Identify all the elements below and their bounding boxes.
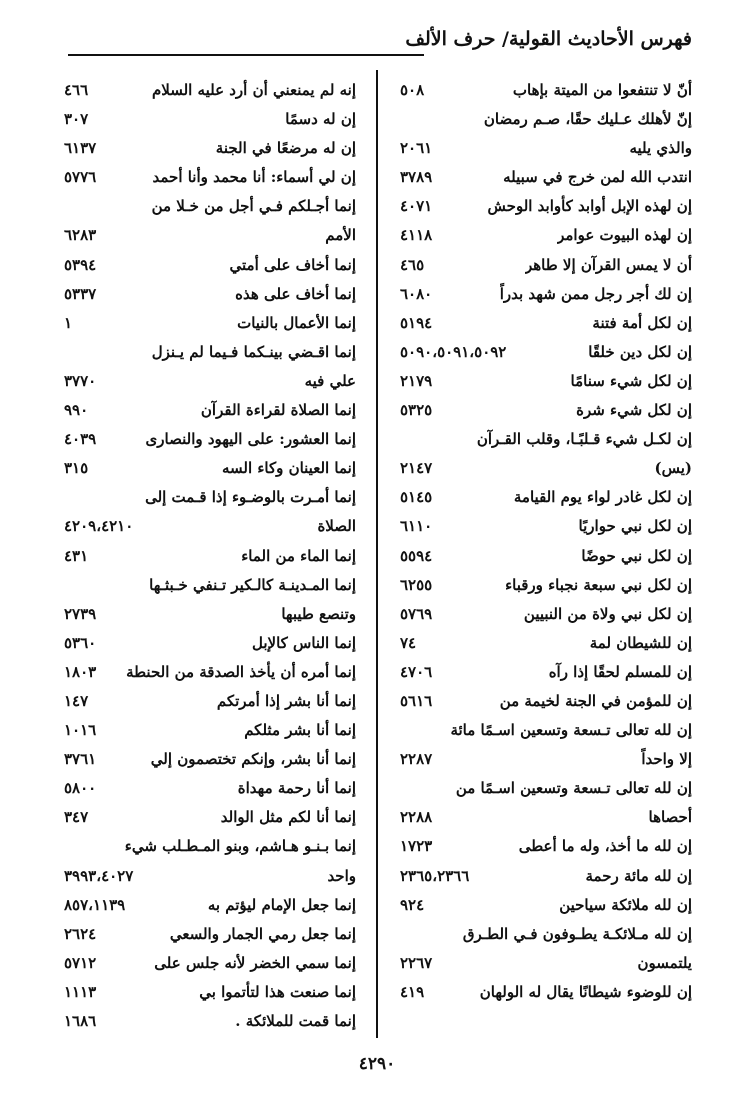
index-entry xyxy=(64,920,356,949)
index-entry xyxy=(400,658,692,687)
entry-number: ٥٣٦٠ xyxy=(64,633,97,652)
entry-text: إنما صنعت هذا لتأتموا بي xyxy=(199,982,356,1001)
index-entry xyxy=(64,658,356,687)
entry-number: ٩٢٤ xyxy=(400,895,425,914)
entry-text: إنما أخاف على هذه xyxy=(235,284,356,303)
entry-number: ٢٢٨٨ xyxy=(400,808,433,827)
entry-number: ٢٦٢٤ xyxy=(64,924,97,943)
index-entry xyxy=(64,891,356,920)
entry-text: إلا واحداً xyxy=(641,750,692,769)
entry-text: إن للشيطان لمة xyxy=(589,633,692,652)
index-entry xyxy=(400,629,692,658)
entry-text: يلتمسون xyxy=(637,953,692,972)
entry-number: ١٨٠٣ xyxy=(64,662,97,681)
entry-number: ٢١٤٧ xyxy=(400,459,433,478)
index-entry xyxy=(400,571,692,600)
index-entry xyxy=(64,280,356,309)
entry-text: إنما بـنـو هـاشم، وبنو المـطـلب شيء xyxy=(124,837,356,856)
index-entry xyxy=(64,629,356,658)
entry-number: ٢٧٣٩ xyxy=(64,604,97,623)
index-entry xyxy=(64,367,356,396)
index-entry xyxy=(64,338,356,367)
entry-text: إن لكل شيء شرة xyxy=(576,401,692,420)
entry-text: إنما أجـلكم فـي أجل من خـلا من xyxy=(151,197,356,216)
entry-text: (يس) xyxy=(654,459,692,478)
entry-text: إنما أمـرت بالوضـوء إذا قـمت إلى xyxy=(145,488,356,507)
index-entry xyxy=(400,454,692,483)
index-entry xyxy=(400,338,692,367)
entry-text: والذي يليه xyxy=(629,139,692,158)
entry-text: إن لله ما أخذ، وله ما أعطى xyxy=(518,837,692,856)
index-entry xyxy=(400,425,692,454)
entry-text: إن للوضوء شيطانًا يقال له الولهان xyxy=(479,982,692,1001)
index-entry xyxy=(64,716,356,745)
column-divider xyxy=(376,70,378,1038)
right-column xyxy=(400,76,692,1007)
entry-number: ٣٠٧ xyxy=(64,110,89,129)
index-entry xyxy=(64,571,356,600)
entry-number: ١٤٧ xyxy=(64,691,89,710)
entry-text: إن لكل غادر لواء يوم القيامة xyxy=(513,488,692,507)
index-entry xyxy=(64,76,356,105)
index-entry xyxy=(64,512,356,541)
index-entry xyxy=(64,949,356,978)
index-entry xyxy=(400,105,692,134)
index-entry xyxy=(400,716,692,745)
entry-number: ٥٥٩٤ xyxy=(400,546,433,565)
entry-text: إنما أخاف على أمتي xyxy=(229,255,356,274)
entry-text: إن له دسمًا xyxy=(285,110,356,129)
entry-text: إن لله ملائكة سياحين xyxy=(559,895,692,914)
index-entry xyxy=(64,134,356,163)
entry-number: ٥٠٩٠،٥٠٩١،٥٠٩٢ xyxy=(400,342,507,361)
entry-text: إنما قمت للملائكة . xyxy=(235,1012,356,1030)
index-entry xyxy=(400,687,692,716)
index-entry xyxy=(64,454,356,483)
index-entry xyxy=(64,978,356,1007)
entry-text: واحد xyxy=(327,866,356,885)
entry-text: إن لكل نبي سبعة نجباء ورقباء xyxy=(505,575,692,594)
index-entry xyxy=(64,832,356,861)
index-entry xyxy=(400,76,692,105)
entry-text: إنما جعل الإمام ليؤتم به xyxy=(207,895,356,914)
entry-text: وتنصع طيبها xyxy=(281,604,356,623)
entry-number: ١ xyxy=(64,313,73,332)
entry-number: ٩٩٠ xyxy=(64,401,89,420)
entry-number: ٥٦١٦ xyxy=(400,691,433,710)
index-entry xyxy=(400,949,692,978)
entry-number: ٤٢٠٩،٤٢١٠ xyxy=(64,517,134,536)
index-entry xyxy=(400,891,692,920)
entry-number: ١٦٨٦ xyxy=(64,1012,97,1030)
entry-text: إن لي أسماء: أنا محمد وأنا أحمد xyxy=(152,168,356,187)
entry-text: إن لله مـلائكـة يطـوفون فـي الطـرق xyxy=(462,924,692,943)
index-entry xyxy=(64,542,356,571)
index-entry xyxy=(400,221,692,250)
index-entry xyxy=(400,542,692,571)
entry-number: ٣٧٨٩ xyxy=(400,168,433,187)
index-entry xyxy=(400,396,692,425)
index-entry xyxy=(64,221,356,250)
page-number: ٤٢٩٠ xyxy=(358,1054,396,1074)
entry-text: انتدب الله لمن خرج في سبيله xyxy=(503,168,692,187)
entry-text: إنما أمره أن يأخذ الصدقة من الحنطة xyxy=(126,662,356,681)
entry-text: الأمم xyxy=(325,226,356,245)
entry-number: ٥٣٣٧ xyxy=(64,284,97,303)
entry-number: ٥٣٢٥ xyxy=(400,401,433,420)
entry-text: إن لهذه الإبل أوابد كأوابد الوحش xyxy=(487,197,692,216)
entry-text: أنّ لا تنتفعوا من الميتة بإهاب xyxy=(512,81,692,99)
index-entry xyxy=(64,862,356,891)
entry-number: ٢٠٦١ xyxy=(400,139,433,158)
entry-text: إنما الناس كالإبل xyxy=(252,633,356,652)
entry-text: إن لكل دين خلقًا xyxy=(588,342,692,361)
entry-text: إن لكل نبي حوضًا xyxy=(581,546,692,565)
entry-number: ٦٢٥٥ xyxy=(400,575,433,594)
entry-text: إن لله مائة رحمة xyxy=(585,866,692,885)
entry-text: إنما الأعمال بالنيات xyxy=(237,313,356,332)
page-title: فهرس الأحاديث القولية/ حرف الألف xyxy=(405,28,692,50)
entry-text: إنما العينان وكاء السه xyxy=(221,459,356,478)
entry-text: إن لكل نبي حواريًا xyxy=(578,517,692,536)
entry-number: ٢١٧٩ xyxy=(400,371,433,390)
index-entry xyxy=(64,774,356,803)
entry-number: ٥٨٠٠ xyxy=(64,779,97,798)
entry-text: إنما سمي الخضر لأنه جلس على xyxy=(154,953,356,972)
entry-text: إنما الماء من الماء xyxy=(241,546,356,565)
entry-text: أحصاها xyxy=(648,808,692,827)
entry-text: إن لك أجر رجل ممن شهد بدراً xyxy=(499,284,692,303)
entry-text: إنه لم يمنعني أن أرد عليه السلام xyxy=(151,81,356,99)
entry-text: إنما أنا بشر مثلكم xyxy=(244,721,356,740)
index-entry xyxy=(64,105,356,134)
index-entry xyxy=(64,687,356,716)
index-entry xyxy=(64,309,356,338)
entry-number: ٤٦٦ xyxy=(64,81,89,99)
entry-text: أن لا يمس القرآن إلا طاهر xyxy=(524,255,692,274)
entry-number: ١٠١٦ xyxy=(64,721,97,740)
entry-text: إن لهذه البيوت عوامر xyxy=(557,226,692,245)
index-entry xyxy=(400,134,692,163)
entry-number: ٣١٥ xyxy=(64,459,89,478)
index-entry xyxy=(400,309,692,338)
header-rule xyxy=(68,54,424,56)
entry-number: ٥٧٧٦ xyxy=(64,168,97,187)
entry-text: إن لكل أمة فتنة xyxy=(592,313,692,332)
entry-number: ٦٢٨٣ xyxy=(64,226,97,245)
index-entry xyxy=(400,280,692,309)
entry-number: ٣٧٦١ xyxy=(64,750,97,769)
index-entry xyxy=(400,774,692,803)
entry-number: ٢٢٦٧ xyxy=(400,953,433,972)
index-entry xyxy=(400,251,692,280)
entry-number: ١٧٢٣ xyxy=(400,837,433,856)
index-entry xyxy=(64,251,356,280)
index-entry xyxy=(400,512,692,541)
left-column xyxy=(64,76,356,1036)
entry-number: ٤٠٧١ xyxy=(400,197,433,216)
entry-text: الصلاة xyxy=(317,517,356,536)
entry-text: إن لكـل شيء قـلبًـا، وقلب القـرآن xyxy=(476,430,692,449)
entry-text: إن له مرضعًا في الجنة xyxy=(215,139,356,158)
entry-text: إن للمؤمن في الجنة لخيمة من xyxy=(499,691,692,710)
entry-number: ٢٣٦٥،٢٣٦٦ xyxy=(400,866,470,885)
entry-text: إنما الصلاة لقراءة القرآن xyxy=(200,401,356,420)
index-entry xyxy=(400,163,692,192)
entry-number: ٧٤ xyxy=(400,633,417,652)
index-entry xyxy=(400,600,692,629)
entry-text: إنما أنا بشر إذا أمرتكم xyxy=(216,691,356,710)
entry-number: ٤١٩ xyxy=(400,982,425,1001)
entry-number: ٥١٤٥ xyxy=(400,488,433,507)
entry-number: ٦١١٠ xyxy=(400,517,433,536)
entry-number: ٥٣٩٤ xyxy=(64,255,97,274)
entry-number: ٥٠٨ xyxy=(400,81,425,99)
entry-number: ٦١٣٧ xyxy=(64,139,97,158)
index-entry xyxy=(64,745,356,774)
index-entry xyxy=(64,600,356,629)
index-entry xyxy=(64,425,356,454)
entry-text: إنما اقـضي بينـكما فـيما لم يـنزل xyxy=(151,342,356,361)
index-entry xyxy=(64,483,356,512)
entry-text: إنما أنا لكم مثل الوالد xyxy=(220,808,356,827)
entry-text: إنما جعل رمي الجمار والسعي xyxy=(169,924,356,943)
entry-number: ١١١٣ xyxy=(64,982,97,1001)
entry-number: ٣٩٩٣،٤٠٢٧ xyxy=(64,866,134,885)
entry-number: ٥٧٦٩ xyxy=(400,604,433,623)
index-entry xyxy=(64,396,356,425)
entry-number: ٢٢٨٧ xyxy=(400,750,433,769)
entry-text: إن لله تعالى تـسعة وتسعين اسـمًا مائة xyxy=(450,721,692,740)
entry-text: إنما العشور: على اليهود والنصارى xyxy=(145,430,356,449)
entry-text: إن لكل شيء سنامًا xyxy=(570,371,692,390)
index-entry xyxy=(400,920,692,949)
entry-number: ٤٣١ xyxy=(64,546,89,565)
index-entry xyxy=(64,192,356,221)
index-entry xyxy=(400,483,692,512)
entry-text: إنما أنا رحمة مهداة xyxy=(237,779,356,798)
index-entry xyxy=(64,163,356,192)
entry-number: ٥٧١٢ xyxy=(64,953,97,972)
entry-number: ٤٧٠٦ xyxy=(400,662,433,681)
entry-text: إنما أنا بشر، وإنكم تختصمون إلي xyxy=(150,750,356,769)
entry-number: ٣٤٧ xyxy=(64,808,89,827)
index-entry xyxy=(400,862,692,891)
entry-number: ٤١١٨ xyxy=(400,226,433,245)
index-entry xyxy=(64,803,356,832)
entry-number: ٣٧٧٠ xyxy=(64,371,97,390)
entry-number: ٨٥٧،١١٣٩ xyxy=(64,895,126,914)
entry-number: ٥١٩٤ xyxy=(400,313,433,332)
entry-number: ٤٦٥ xyxy=(400,255,425,274)
index-entry xyxy=(400,745,692,774)
index-entry xyxy=(400,803,692,832)
entry-text: إن للمسلم لحقًا إذا رآه xyxy=(548,662,692,681)
entry-number: ٤٠٣٩ xyxy=(64,430,97,449)
index-entry xyxy=(400,978,692,1007)
entry-text: إنما المـدينـة كالـكير تـنفي خـبثـها xyxy=(149,575,356,594)
entry-text: إنّ لأهلك عـليك حقًا، صـم رمضان xyxy=(483,110,692,129)
entry-text: علي فيه xyxy=(304,371,356,390)
index-entry xyxy=(64,1007,356,1036)
entry-text: إن لله تعالى تـسعة وتسعين اسـمًا من xyxy=(455,779,692,798)
index-entry xyxy=(400,367,692,396)
index-entry xyxy=(400,192,692,221)
index-entry xyxy=(400,832,692,861)
entry-number: ٦٠٨٠ xyxy=(400,284,433,303)
entry-text: إن لكل نبي ولاة من النبيين xyxy=(523,604,692,623)
